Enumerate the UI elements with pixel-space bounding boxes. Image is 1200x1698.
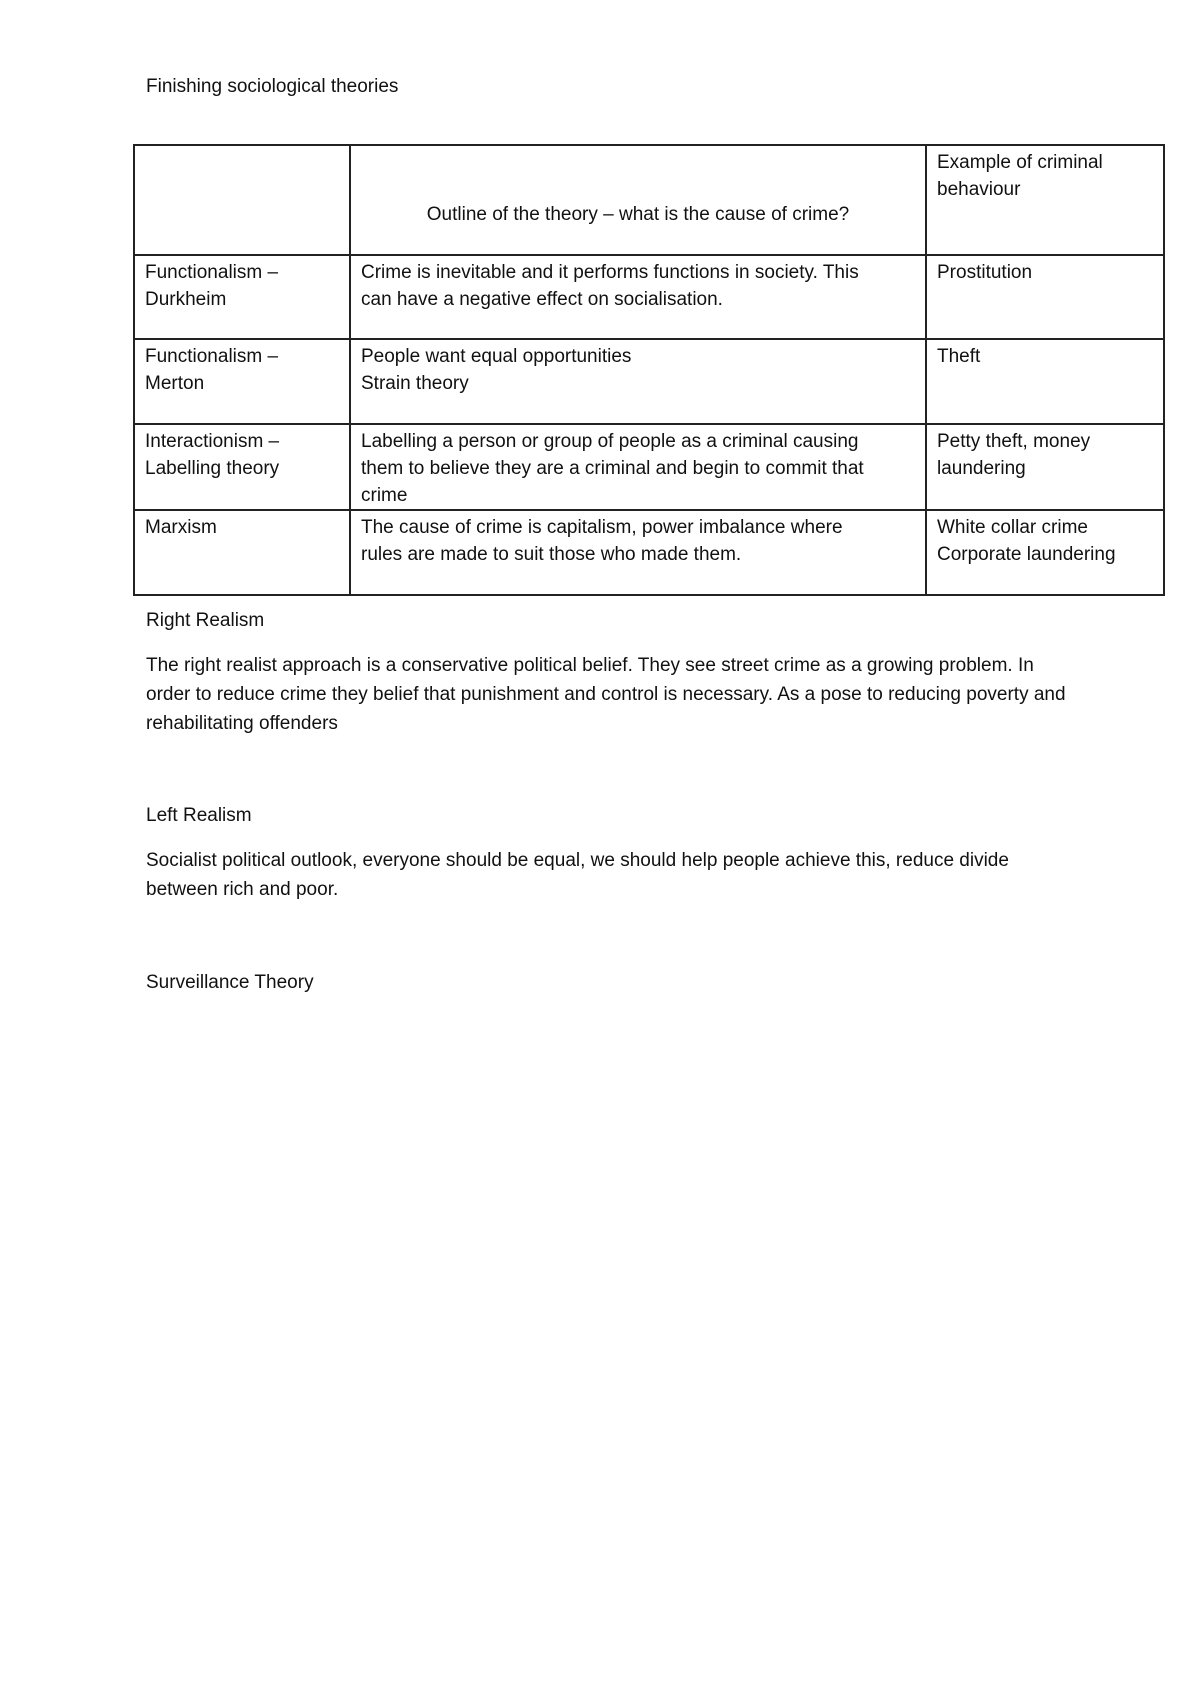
theory-cell: Functionalism – Merton — [134, 339, 350, 424]
document-title: Finishing sociological theories — [146, 76, 399, 97]
outline-cell: Labelling a person or group of people as a criminal causing them to believe they are a criminal and begin to commit that crime — [350, 424, 926, 510]
outline-cell: The cause of crime is capitalism, power imbalance where rules are made to suit those who made them. — [350, 510, 926, 595]
example-cell: Petty theft, money laundering — [926, 424, 1164, 510]
header-cell-outline: Outline of the theory – what is the cause of crime? — [350, 145, 926, 255]
theories-table — [133, 144, 1165, 596]
header-cell-theory — [134, 145, 350, 255]
example-cell: Theft — [926, 339, 1164, 424]
table-row — [134, 424, 1164, 510]
example-cell: Prostitution — [926, 255, 1164, 339]
header-cell-example: Example of criminal behaviour — [926, 145, 1164, 255]
theory-cell: Marxism — [134, 510, 350, 595]
right-realism-body: The right realist approach is a conservative political belief. They see street crime as a growing problem. In order to reduce crime they belief that punishment and control is necessary. As a pose to reducing poverty and rehabilitating offenders — [146, 655, 1066, 734]
theory-cell: Interactionism – Labelling theory — [134, 424, 350, 510]
left-realism-body: Socialist political outlook, everyone should be equal, we should help people achieve this, reduce divide between rich and poor. — [146, 850, 1009, 900]
right-realism-heading: Right Realism — [146, 610, 265, 631]
outline-cell: People want equal opportunities Strain theory — [350, 339, 926, 424]
surveillance-theory-heading: Surveillance Theory — [146, 972, 314, 993]
example-cell: White collar crime Corporate laundering — [926, 510, 1164, 595]
table-row — [134, 510, 1164, 595]
theory-cell: Functionalism – Durkheim — [134, 255, 350, 339]
table-row — [134, 255, 1164, 339]
table-header-row — [134, 145, 1164, 255]
left-realism-heading: Left Realism — [146, 805, 252, 826]
outline-cell: Crime is inevitable and it performs functions in society. This can have a negative effect on socialisation. — [350, 255, 926, 339]
table-row — [134, 339, 1164, 424]
